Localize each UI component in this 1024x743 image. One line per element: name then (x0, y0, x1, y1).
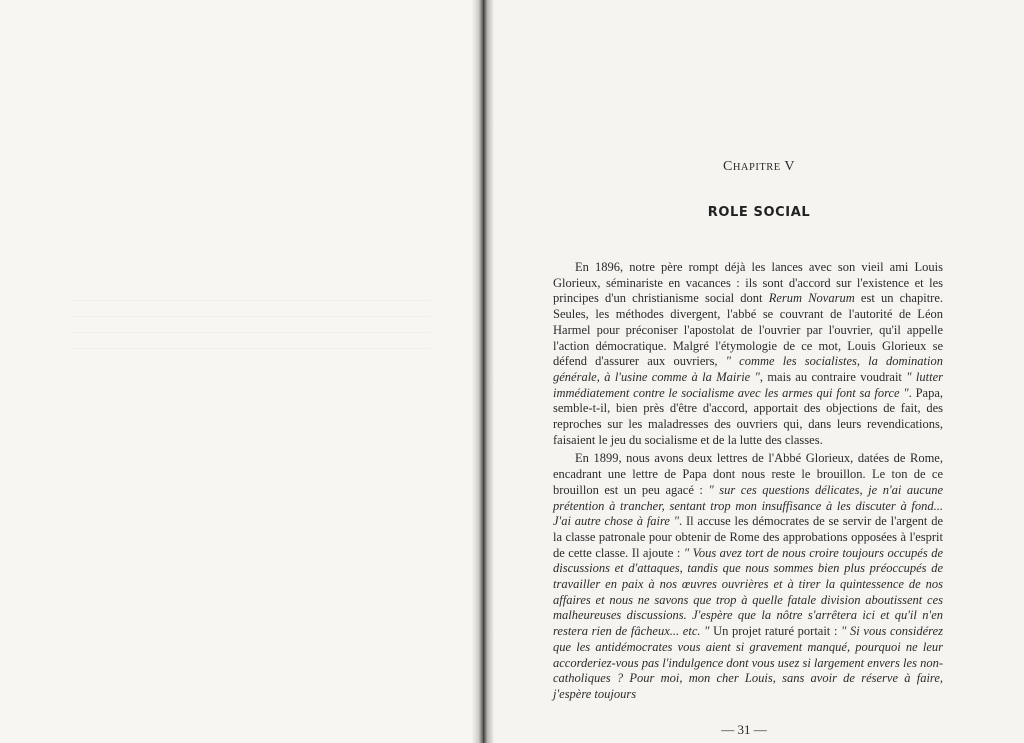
chapter-number: V (784, 159, 796, 174)
chapter-prefix-rest: HAPITRE (732, 162, 781, 173)
right-page (494, 0, 1024, 743)
body-text (553, 260, 943, 703)
book-gutter (472, 0, 494, 743)
italic-run: " sur ces questions délicates, je n'ai aucune prétention à trancher, sentant trop mon insuffisance à les discuter à fond... J'ai autre chose à faire " (553, 482, 943, 529)
chapter-prefix-cap: C (722, 159, 733, 174)
italic-run: Rerum Novarum (768, 291, 855, 306)
section-title: ROLE SOCIAL (707, 205, 811, 220)
italic-run: " lutter immédiatement contre le socialisme avec les armes qui font sa force " (553, 369, 943, 400)
text-run: , mais au contraire voudrait (759, 369, 907, 384)
paragraph-2 (553, 451, 943, 702)
italic-run: " Si vous considérez que les antidémocrates vous aient si gravement manqué, pourquoi ne leur accorderiez-vous pas l'indulgence dont vous usez si largement envers les non-catholiques ? Pour moi, mon cher Louis, sans avoir de réserve à faire, j'espère toujours (553, 624, 943, 701)
italic-run: " comme les socialistes, la domination générale, à l'usine comme à la Mairie " (553, 354, 943, 384)
text-run: En 1896, notre père rompt déjà les lances avec son vieil ami Louis Glorieux, séminariste en vacances : ils sont d'accord sur l'existence et les principes d'un christianisme social dont (553, 260, 943, 306)
text-run: . Papa, semble-t-il, bien près d'être d'accord, apportait des objections de fait, des reproches sur les maladresses des ouvriers qui, dans leurs revendications, faisaient le jeu du socialisme et de la lutte des classes. (553, 385, 943, 447)
text-run: . Il accuse les démocrates de se servir de l'argent de la classe patronale pour obtenir de Rome des approbations opposées à l'esprit de cette classe. Il ajoute : (553, 514, 943, 560)
show-through-line (70, 332, 430, 333)
text-run: est un chapitre. Seules, les méthodes divergent, l'abbé se couvrant de l'autorité de Léon Harmel pour préconiser l'apostolat de l'ouvrier par l'ouvrier, qu'il appelle l'action démocratique. Malgré l'étymologie de ce mot, Louis Glorieux se défend d'assurer aux ouvriers, (553, 291, 944, 369)
text-run: Un projet raturé portait : (709, 624, 842, 639)
page-number: — 31 — (721, 722, 767, 737)
show-through-line (70, 300, 430, 301)
left-page-blank (0, 0, 478, 743)
italic-run: " Vous avez tort de nous croire toujours occupés de discussions et d'attaques, tandis que nous sommes bien plus préoccupés de travailler en paix à nos œuvres ouvrières et à tirer la quintessence de nos affaires et nous ne savons que trop à quelle fatale division aboutissent ces malheureuses discussions. J'espère que la nôtre s'arrêtera ici et qu'il n'en restera rien de fâcheux... etc. " (553, 545, 943, 639)
text-run: En 1899, nous avons deux lettres de l'Abbé Glorieux, datées de Rome, encadrant une lettre de Papa dont nous reste le brouillon. Le ton de ce brouillon est un peu agacé : (553, 451, 943, 497)
paragraph-1 (553, 260, 943, 448)
show-through-line (70, 316, 430, 317)
chapter-heading (494, 158, 1024, 175)
show-through-line (70, 348, 430, 349)
